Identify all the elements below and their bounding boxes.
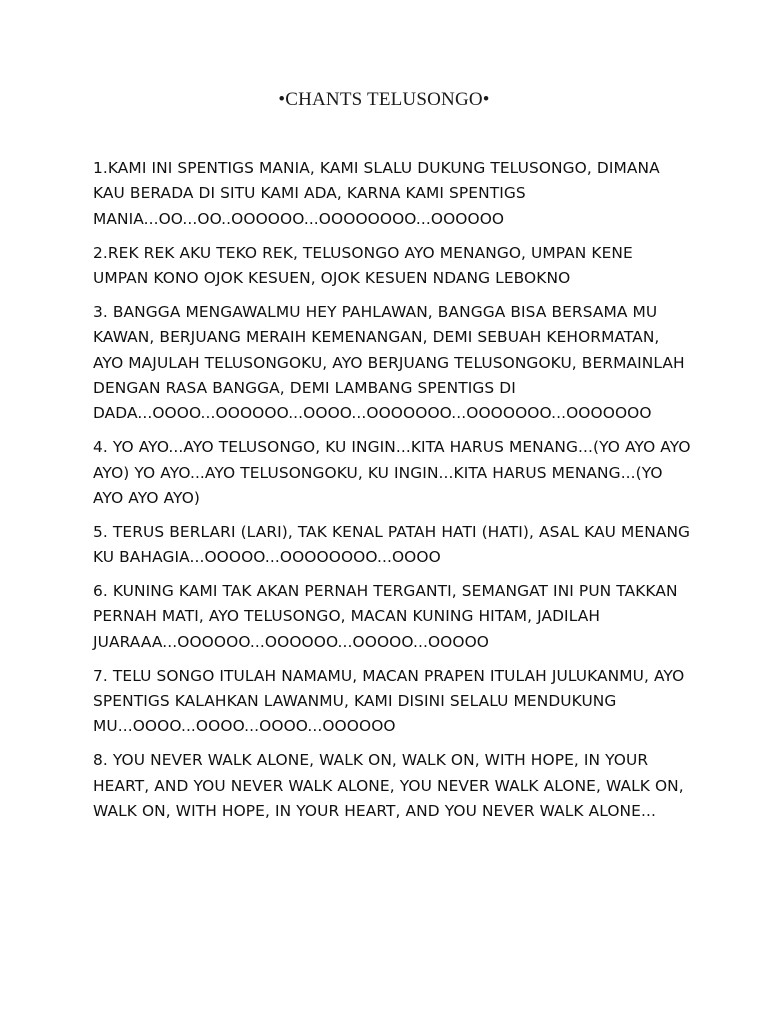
chant-paragraph-2: 2.REK REK AKU TEKO REK, TELUSONGO AYO MENANGO, UMPAN KENE UMPAN KONO OJOK KESUEN, OJOK KESUEN NDANG LEBOKNO [93, 243, 633, 288]
chant-paragraph-8: 8. YOU NEVER WALK ALONE, WALK ON, WALK ON, WITH HOPE, IN YOUR HEART, AND YOU NEVER WALK ALONE, YOU NEVER WALK ALONE, WALK ON, WALK ON, WITH HOPE, IN YOUR HEART, AND YOU NEVER WALK ALONE... [93, 751, 684, 821]
document-title: •CHANTS TELUSONGO• [278, 89, 490, 110]
chant-paragraph-1: 1.KAMI INI SPENTIGS MANIA, KAMI SLALU DUKUNG TELUSONGO, DIMANA KAU BERADA DI SITU KAMI ADA, KARNA KAMI SPENTIGS MANIA...OO...OO..OOOOOO...OOOOOOOO...OOOOOO [93, 159, 660, 228]
chant-paragraph-5: 5. TERUS BERLARI (LARI), TAK KENAL PATAH HATI (HATI), ASAL KAU MENANG KU BAHAGIA...OOOOO...OOOOOOOO...OOOO [93, 522, 691, 567]
chant-list [93, 156, 693, 833]
chant-paragraph-3: 3. BANGGA MENGAWALMU HEY PAHLAWAN, BANGGA BISA BERSAMA MU KAWAN, BERJUANG MERAIH KEMENANGAN, DEMI SEBUAH KEHORMATAN, AYO MAJULAH TELUSONGOKU, AYO BERJUANG TELUSONGOKU, BERMAINLAH DENGAN RASA BANGGA, DEMI LAMBANG SPENTIGS DI DADA...OOOO...OOOOOO...OOOO...OOOOOOO...OOOOOOO...OOOOOOO [93, 302, 685, 423]
chant-paragraph-7: 7. TELU SONGO ITULAH NAMAMU, MACAN PRAPEN ITULAH JULUKANMU, AYO SPENTIGS KALAHKAN LAWANMU, KAMI DISINI SELALU MENDUKUNG MU...OOOO...OOOO...OOOO...OOOOOO [93, 666, 685, 736]
chant-paragraph-6: 6. KUNING KAMI TAK AKAN PERNAH TERGANTI, SEMANGAT INI PUN TAKKAN PERNAH MATI, AYO TELUSONGO, MACAN KUNING HITAM, JADILAH JUARAAA...OOOOOO...OOOOOO...OOOOO...OOOOO [93, 582, 678, 651]
chant-paragraph-4: 4. YO AYO...AYO TELUSONGO, KU INGIN...KITA HARUS MENANG...(YO AYO AYO AYO) YO AYO...AYO TELUSONGOKU, KU INGIN...KITA HARUS MENANG...(YO AYO AYO AYO) [93, 438, 691, 508]
